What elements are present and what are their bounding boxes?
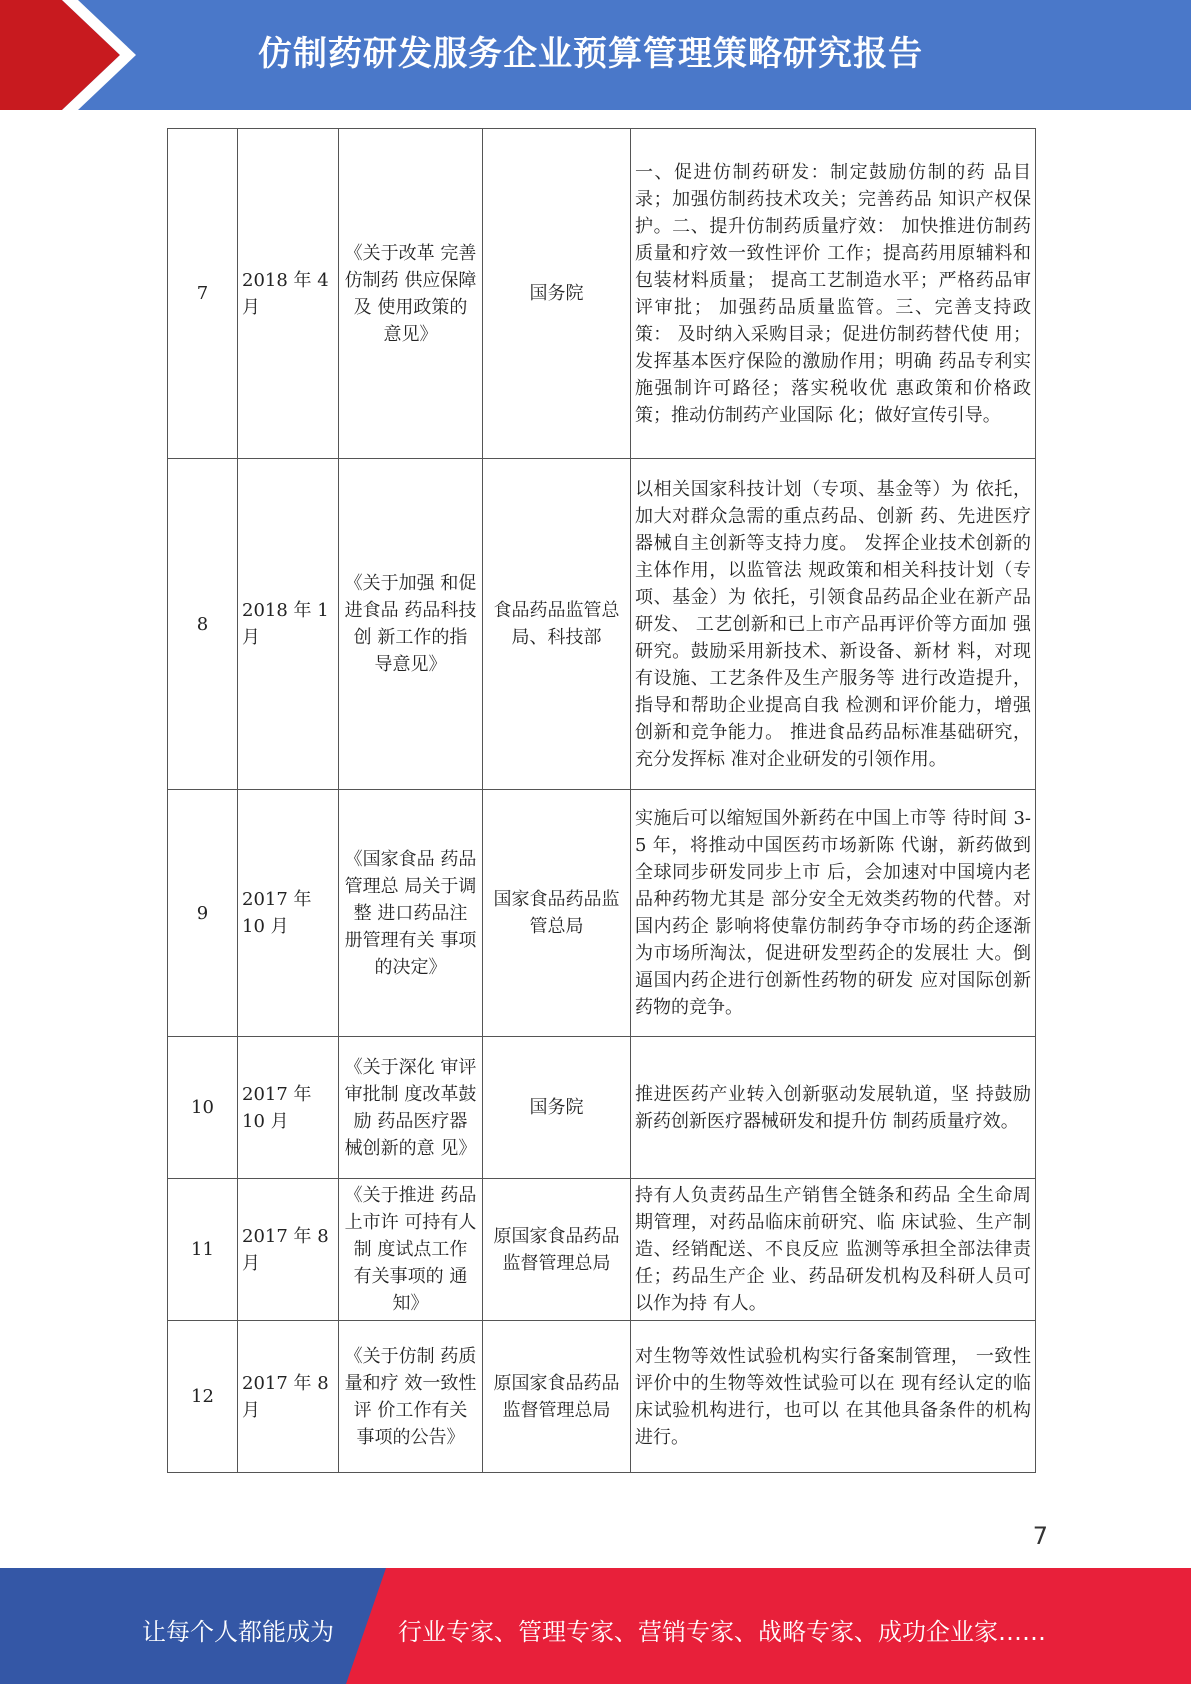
row-date: 2017 年 8 月 (238, 1179, 339, 1321)
row-policy-title: 《关于加强 和促进食品 药品科技创 新工作的指 导意见》 (339, 459, 483, 790)
report-title: 仿制药研发服务企业预算管理策略研究报告 (258, 34, 923, 74)
row-number: 10 (168, 1037, 238, 1179)
table-row (168, 1179, 1036, 1321)
row-department: 原国家食品药品监督管理总局 (483, 1179, 631, 1321)
row-content: 持有人负责药品生产销售全链条和药品 全生命周期管理，对药品临床前研究、临 床试验、生产制造、经销配送、不良反应 监测等承担全部法律责任；药品生产企 业、药品研发机构及科研人员可以作为持 有人。 (631, 1179, 1036, 1321)
header-chevron-icon (0, 0, 150, 110)
row-date: 2017 年 8 月 (238, 1321, 339, 1473)
row-policy-title: 《关于深化 审评审批制 度改革鼓励 药品医疗器 械创新的意 见》 (339, 1037, 483, 1179)
row-department: 食品药品监管总局、科技部 (483, 459, 631, 790)
row-date: 2017 年 10 月 (238, 790, 339, 1037)
row-date: 2018 年 4 月 (238, 129, 339, 459)
row-content: 对生物等效性试验机构实行备案制管理， 一致性评价中的生物等效性试验可以在 现有经认定的临床试验机构进行，也可以 在其他具备条件的机构进行。 (631, 1321, 1036, 1473)
row-department: 国务院 (483, 129, 631, 459)
footer-slogan-left: 让每个人都能成为 (142, 1618, 334, 1646)
table-row (168, 459, 1036, 790)
page-number: 7 (1032, 1522, 1048, 1550)
row-department: 原国家食品药品监督管理总局 (483, 1321, 631, 1473)
row-number: 7 (168, 129, 238, 459)
table-row (168, 129, 1036, 459)
table-row (168, 790, 1036, 1037)
row-number: 9 (168, 790, 238, 1037)
page-footer (0, 1568, 1191, 1684)
page-header (0, 0, 1191, 110)
row-date: 2017 年 10 月 (238, 1037, 339, 1179)
footer-slogan-right: 行业专家、管理专家、营销专家、战略专家、成功企业家…… (398, 1618, 1046, 1646)
policy-table (167, 128, 1036, 1473)
row-department: 国家食品药品监管总局 (483, 790, 631, 1037)
row-content: 以相关国家科技计划（专项、基金等）为 依托，加大对群众急需的重点药品、创新 药、先进医疗器械自主创新等支持力度。 发挥企业技术创新的主体作用，以监管法 规政策和相关科技计划（专项、基金）为 依托，引领食品药品企业在新产品研发、 工艺创新和已上市产品再评价等方面加 强研究。鼓励采用新技术、新设备、新材 料，对现有设施、工艺条件及生产服务等 进行改造提升，指导和帮助企业提高自我 检测和评价能力，增强创新和竞争能力。 推进食品药品标准基础研究，充分发挥标 准对企业研发的引领作用。 (631, 459, 1036, 790)
row-policy-title: 《关于推进 药品上市许 可持有人制 度试点工作 有关事项的 通知》 (339, 1179, 483, 1321)
row-content: 推进医药产业转入创新驱动发展轨道，坚 持鼓励新药创新医疗器械研发和提升仿 制药质量疗效。 (631, 1037, 1036, 1179)
row-policy-title: 《国家食品 药品管理总 局关于调整 进口药品注 册管理有关 事项的决定》 (339, 790, 483, 1037)
row-content: 实施后可以缩短国外新药在中国上市等 待时间 3-5 年，将推动中国医药市场新陈 代谢，新药做到全球同步研发同步上市 后，会加速对中国境内老品种药物尤其是 部分安全无效类药物的代替。对国内药企 影响将使靠仿制药争夺市场的药企逐渐 为市场所淘汰，促进研发型药企的发展壮 大。倒逼国内药企进行创新性药物的研发 应对国际创新药物的竞争。 (631, 790, 1036, 1037)
table-row (168, 1037, 1036, 1179)
row-number: 11 (168, 1179, 238, 1321)
row-number: 8 (168, 459, 238, 790)
table-row (168, 1321, 1036, 1473)
row-number: 12 (168, 1321, 238, 1473)
row-date: 2018 年 1 月 (238, 459, 339, 790)
row-policy-title: 《关于改革 完善仿制药 供应保障及 使用政策的 意见》 (339, 129, 483, 459)
row-department: 国务院 (483, 1037, 631, 1179)
row-content: 一、促进仿制药研发：制定鼓励仿制的药 品目录；加强仿制药技术攻关；完善药品 知识产权保护。二、提升仿制药质量疗效： 加快推进仿制药质量和疗效一致性评价 工作；提高药用原辅料和包装材料质量； 提高工艺制造水平；严格药品审评审批； 加强药品质量监管。三、完善支持政策： 及时纳入采购目录；促进仿制药替代使 用；发挥基本医疗保险的激励作用；明确 药品专利实施强制许可路径；落实税收优 惠政策和价格政策；推动仿制药产业国际 化；做好宣传引导。 (631, 129, 1036, 459)
row-policy-title: 《关于仿制 药质量和疗 效一致性评 价工作有关 事项的公告》 (339, 1321, 483, 1473)
